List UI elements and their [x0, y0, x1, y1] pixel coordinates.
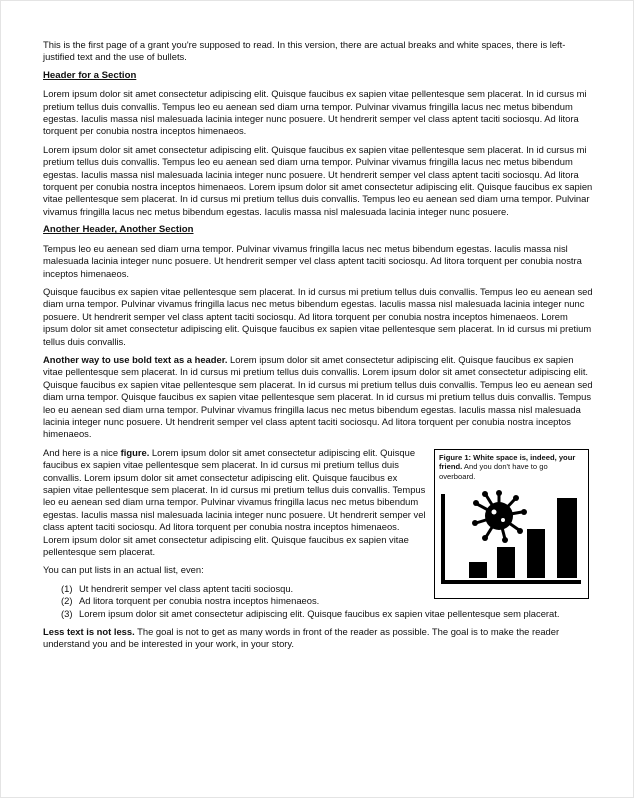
section1-paragraph-1: Lorem ipsum dolor sit amet consectetur adipiscing elit. Quisque faucibus ex sapien vitae pellentesque sem placerat. In id cursus mi pretium tellus duis convallis. Tempus leo eu aenean sed diam urna tempor. Pulvinar vivamus fringilla lacus nec metus bibendum egestas. Iaculis massa nisl malesuada lacinia integer nunc posuere. Ut hendrerit semper vel class aptent taciti sociosqu. Ad litora torquent per conubia nostra inceptos himenaeos. [43, 88, 587, 137]
closing-paragraph [43, 626, 593, 651]
numbered-list [43, 583, 593, 620]
section-header-2: Another Header, Another Section [43, 224, 194, 236]
bold-lead-paragraph [43, 354, 593, 441]
chart-bar [557, 498, 577, 578]
figure-block [43, 447, 593, 559]
figure-caption-bold: Figure 1: White space is, indeed, your friend. [439, 452, 576, 472]
figure-1 [434, 449, 589, 599]
closing-text: The goal is not to get as many words in front of the reader as possible. The goal is to make the reader understand you and be interested in your work, in your story. [43, 626, 560, 650]
list-item-text: Ut hendrerit semper vel class aptent taciti sociosqu. [79, 582, 294, 594]
section-header-1: Header for a Section [43, 69, 137, 81]
bold-lead-paragraph-text: Lorem ipsum dolor sit amet consectetur adipiscing elit. Quisque faucibus ex sapien vitae pellentesque sem placerat. In id cursus mi pretium tellus duis convallis. Lorem ipsum dolor sit amet consectetur adipiscing elit. Quisque faucibus ex sapien vitae pellentesque sem placerat. In id cursus mi pretium tellus duis convallis. Tempus leo eu aenean sed diam urna tempor. Quisque faucibus ex sapien vitae pellentesque sem placerat. In id cursus mi pretium tellus duis convallis. Tempus leo eu aenean sed diam urna tempor. Pulvinar vivamus fringilla lacus nec metus bibendum egestas. Iaculis massa nisl malesuada lacinia integer nunc posuere. Ut hendrerit semper vel class aptent taciti sociosqu. Ad litora torquent per conubia nostra inceptos himenaeos. [43, 353, 593, 440]
chart-bar [497, 547, 515, 578]
list-item-text: Ad litora torquent per conubia nostra inceptos himenaeos. [79, 595, 320, 607]
figure-paragraph-bold: figure. [120, 446, 150, 458]
bold-inline-header: Another way to use bold text as a header. [43, 353, 228, 365]
list-item-number: (3) [61, 607, 73, 619]
document-body [43, 39, 593, 657]
list-item [61, 607, 593, 620]
intro-paragraph: This is the first page of a grant you're supposed to read. In this version, there are actual breaks and white spaces, there is left-justified text and the use of bullets. [43, 39, 566, 63]
chart-bar [469, 562, 487, 578]
figure-paragraph [43, 447, 427, 559]
list-item-number: (1) [61, 582, 73, 594]
list-intro: You can put lists in an actual list, even: [43, 564, 204, 576]
virus-icon [472, 490, 527, 543]
figure-caption [439, 453, 584, 482]
figure-paragraph-text: Lorem ipsum dolor sit amet consectetur adipiscing elit. Quisque faucibus ex sapien vitae pellentesque sem placerat. In id cursus mi pretium tellus duis convallis. Lorem ipsum dolor sit amet consectetur adipiscing elit. Quisque faucibus ex sapien vitae pellentesque sem placerat. In id cursus mi pretium tellus duis convallis. Tempus leo eu aenean sed diam urna tempor. Pulvinar vivamus fringilla lacus nec metus bibendum egestas. Iaculis massa nisl malesuada lacinia integer nunc posuere. Ut hendrerit semper vel class aptent taciti sociosqu. Ad litora torquent per conubia nostra inceptos himenaeos. Lorem ipsum dolor sit amet consectetur adipiscing elit. Quisque faucibus ex sapien vitae pellentesque sem placerat. [43, 446, 426, 558]
list-item-text: Lorem ipsum dolor sit amet consectetur adipiscing elit. Quisque faucibus ex sapien vitae pellentesque sem placerat. [79, 607, 560, 619]
list-item [61, 595, 593, 607]
section1-paragraph-2: Lorem ipsum dolor sit amet consectetur adipiscing elit. Quisque faucibus ex sapien vitae pellentesque sem placerat. In id cursus mi pretium tellus duis convallis. Tempus leo eu aenean sed diam urna tempor. Pulvinar vivamus fringilla lacus nec metus bibendum egestas. Iaculis massa nisl malesuada lacinia integer nunc posuere. Ut hendrerit semper vel class aptent taciti sociosqu. Ad litora torquent per conubia nostra inceptos himenaeos. Lorem ipsum dolor sit amet consectetur adipiscing elit. Quisque faucibus ex sapien vitae pellentesque sem placerat. In id cursus mi pretium tellus duis convallis. Tempus leo eu aenean sed diam urna tempor. Pulvinar vivamus fringilla lacus nec metus bibendum egestas. Iaculis massa nisl malesuada lacinia integer nunc posuere. [43, 143, 593, 217]
list-item [61, 582, 593, 595]
virus-and-bar-chart-icon [439, 490, 584, 590]
list-item-number: (2) [61, 595, 73, 607]
closing-bold: Less text is not less. [43, 626, 135, 638]
section2-paragraph-1: Tempus leo eu aenean sed diam urna tempor. Pulvinar vivamus fringilla lacus nec metus bibendum egestas. Iaculis massa nisl malesuada lacinia integer nunc posuere. Ut hendrerit semper vel class aptent taciti sociosqu. Ad litora torquent per conubia nostra inceptos himenaeos. [43, 242, 582, 279]
section2-paragraph-2: Quisque faucibus ex sapien vitae pellentesque sem placerat. In id cursus mi pretium tellus duis convallis. Tempus leo eu aenean sed diam urna tempor. Pulvinar vivamus fringilla lacus nec metus bibendum egestas. Iaculis massa nisl malesuada lacinia integer nunc posuere. Ut hendrerit semper vel class aptent taciti sociosqu. Ad litora torquent per conubia nostra inceptos himenaeos. Lorem ipsum dolor sit amet consectetur adipiscing elit. Quisque faucibus ex sapien vitae pellentesque sem placerat. In id cursus mi pretium tellus duis convallis. [43, 285, 593, 347]
chart-bar [527, 529, 545, 578]
figure-paragraph-lead: And here is a nice [43, 446, 121, 458]
figure-caption-text: And you don't have to go overboard. [439, 462, 548, 481]
